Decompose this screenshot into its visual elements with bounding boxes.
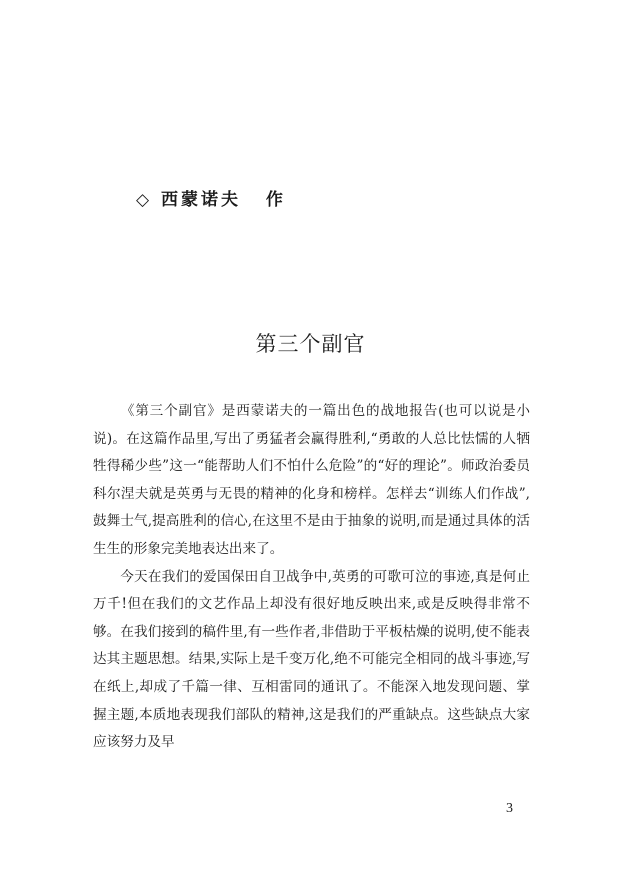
diamond-icon: ◇: [136, 190, 153, 210]
article-body: [93, 398, 530, 757]
page-number: 3: [506, 801, 513, 816]
article-title: 第三个副官: [255, 332, 366, 356]
paragraph-2: 今天在我们的爱国保田自卫战争中,英勇的可歌可泣的事迹,真是何止万千!但在我们的文艺作品上却没有很好地反映出来,或是反映得非常不够。在我们接到的稿件里,有一些作者,非借助于平板枯燥的说明,使不能表达其主题思想。结果,实际上是千变万化,绝不可能完全相同的战斗事迹,写在纸上,却成了千篇一律、互相雷同的通讯了。不能深入地发现问题、掌握主题,本质地表现我们部队的精神,这是我们的严重缺点。这些缺点大家应该努力及早: [93, 568, 530, 751]
author-line: [136, 186, 286, 214]
author-role: 作: [265, 190, 286, 210]
author-name: 西蒙诺夫: [161, 190, 241, 210]
paragraph-1: 《第三个副官》是西蒙诺夫的一篇出色的战地报告(也可以说是小说)。在这篇作品里,写出了勇猛者会赢得胜利,“勇敢的人总比怯懦的人牺牲得稀少些”这一“能帮助人们不怕什么危险”的“好的理论”。师政治委员科尔涅夫就是英勇与无畏的精神的化身和榜样。怎样去“训练人们作战”,鼓舞士气,提高胜利的信心,在这里不是由于抽象的说明,而是通过具体的活生生的形象完美地表达出来了。: [93, 403, 530, 557]
